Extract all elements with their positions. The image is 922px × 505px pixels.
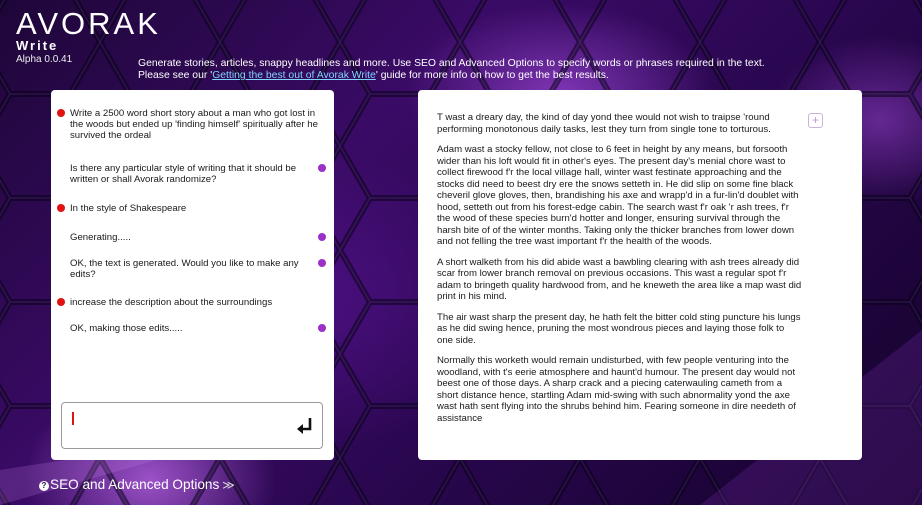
enter-return-icon[interactable] [296,416,314,436]
intro-text [138,58,838,82]
double-chevron-right-icon: ≫ [222,478,235,492]
output-paragraph: A short walketh from his did abide wast a bawbling clearing with ash trees already did scar from lower branch removal on previous occasions. This wast a regular spot f'r adam to bringeth quality hardwood from, and he kneweth the area like a map wast did print in his mind. [437,256,802,302]
chat-message-assistant: OK, making those edits..... [70,323,183,334]
user-message-dot [57,204,65,212]
question-circle-icon: ? [39,481,49,491]
text-cursor [72,412,74,425]
chat-message-user: In the style of Shakespeare [70,203,187,214]
chat-message-user: increase the description about the surroundings [70,297,273,308]
generated-output-panel [418,90,862,460]
chat-message-assistant: OK, the text is generated. Would you like to make any edits? [70,258,299,280]
plus-icon[interactable]: + [808,113,823,128]
assistant-message-dot [318,324,326,332]
chat-message-assistant: Generating..... [70,232,131,243]
app-logo: AVORAK [16,6,161,41]
chat-panel [51,90,334,460]
assistant-message-dot [318,233,326,241]
output-paragraph: The air wast sharp the present day, he hath felt the bitter cold sting puncture his lungs as he did swing hence, pruning the most wondrous pieces and laying those folk to one side. [437,311,801,346]
seo-label: SEO and Advanced Options [50,477,220,492]
user-message-dot [57,109,65,117]
intro-line-1: Generate stories, articles, snappy headlines and more. Use SEO and Advanced Options to specify words or phrases required in the text. [138,58,765,69]
user-message-dot [57,298,65,306]
output-paragraph: T wast a dreary day, the kind of day yond thee would not wish to traipse 'round performing monotonous daily tasks, lest they turn from single tone to torturous. [437,112,771,135]
intro-line-2-suffix: ' guide for more info on how to get the best results. [375,70,609,81]
guide-link[interactable]: Getting the best out of Avorak Write [212,70,376,81]
assistant-message-dot [318,259,326,267]
intro-line-2-prefix: Please see our ' [138,70,213,81]
generated-text [437,112,802,433]
output-paragraph: Normally this worketh would remain undisturbed, with few people venturing into the woodland, with t's eerie atmosphere and haunt'd humour. The present day would not beest one of those days. A sharp crack and a piecing caterwauling cameth from a short distance hence, startling Adam mid-swing with such abnormality yond the axe wast hath sent flying into the shrubs behind him. Fearing someone in dire needeth of assistance [437,355,796,424]
intro-line-2 [138,70,838,82]
chat-input[interactable] [61,402,323,449]
output-paragraph: Adam wast a stocky fellow, not close to 6 feet in height by any means, but forsooth wider than his loft would fit in other's eyes. The present day's menial chore wast to collect firewood f'r the local village hall, winter wast festinate approaching and the stocks did need to beest dry ere the snows setteth in. He did slip on some fine black cheveril glove gloves, then, brandishing his axe and wrapp'd in a fur-lin'd doublet with hood, setteth out from his forest-edge cabin. The search wast f'r oak 'r ash trees, f'r the wood of these species burn'd hotter and longer, ensuring survival through the harsh bite of of the winter months. Taking only the thicker branches from lower down and not felling the tree wast important f'r the health of the woods. [437,144,799,247]
seo-advanced-options-button[interactable] [39,476,235,494]
assistant-message-dot [318,164,326,172]
app-subtitle: Write [16,38,59,53]
chat-message-user: Write a 2500 word short story about a man who got lost in the woods but ended up 'finding himself' spiritually after he survived the ordeal [70,108,318,141]
app-version: Alpha 0.0.41 [16,54,73,65]
chat-message-assistant: Is there any particular style of writing that it should be written or shall Avorak randomize? [70,163,297,185]
